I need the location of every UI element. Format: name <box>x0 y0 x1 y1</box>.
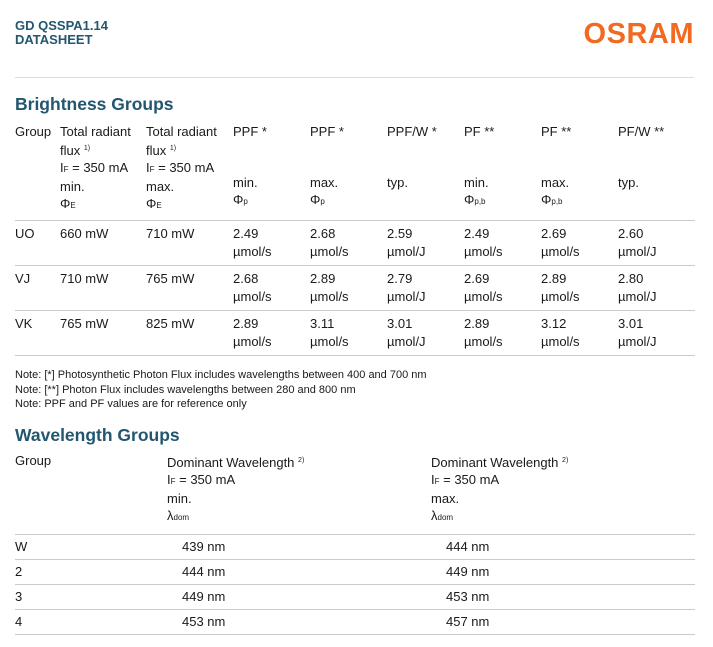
col-header-flux-max: Total radiant flux $^{1)}$ IF = 350 mA max. ΦE <box>146 124 217 211</box>
header-divider <box>15 77 694 78</box>
ppf-max-cell: 3.11 µmol/s <box>310 316 349 349</box>
ppf-min-cell: 2.68 µmol/s <box>233 271 272 304</box>
col-header-pf-max: PF ** max. Φp,b <box>541 124 572 207</box>
pf-max-cell: 2.69 µmol/s <box>541 226 580 259</box>
brightness-row-vk <box>15 311 695 356</box>
group-cell: VK <box>15 316 33 331</box>
col-header-pf-min: PF ** min. Φp,b <box>464 124 495 207</box>
wavelength-min-cell: 449 nm <box>182 589 226 604</box>
note-ppf: Note: [*] Photosynthetic Photon Flux includes wavelengths between 400 and 700 nm <box>15 369 427 381</box>
ppfw-cell: 2.79 µmol/J <box>387 271 426 304</box>
pf-min-cell: 2.69 µmol/s <box>464 271 503 304</box>
wavelength-max-cell: 449 nm <box>446 564 490 579</box>
wavelength-row-3 <box>15 585 695 610</box>
ppf-max-cell: 2.89 µmol/s <box>310 271 349 304</box>
flux-min-cell: 765 mW <box>60 316 109 331</box>
col-header-group: Group <box>15 124 52 139</box>
osram-logo: OSRAM <box>583 18 694 50</box>
document-type: DATASHEET <box>15 32 93 47</box>
notes-block <box>15 368 427 412</box>
group-cell: 4 <box>15 614 23 629</box>
wavelength-groups-title: Wavelength Groups <box>15 425 180 445</box>
wavelength-row-w <box>15 535 695 560</box>
ppf-min-cell: 2.89 µmol/s <box>233 316 272 349</box>
brightness-row-uo <box>15 221 695 266</box>
col-header-wavelength-max: Dominant Wavelength $^{2)}$ IF = 350 mA max. λdom <box>431 455 569 523</box>
group-cell: 3 <box>15 589 23 604</box>
col-header-pfw: PF/W ** typ. <box>618 124 665 190</box>
pf-min-cell: 2.49 µmol/s <box>464 226 503 259</box>
note-reference: Note: PPF and PF values are for reference only <box>15 398 247 410</box>
pf-min-cell: 2.89 µmol/s <box>464 316 503 349</box>
wavelength-max-cell: 453 nm <box>446 589 490 604</box>
brightness-header-row <box>15 121 695 221</box>
brightness-table <box>15 121 695 356</box>
wavelength-max-cell: 457 nm <box>446 614 490 629</box>
pf-max-cell: 2.89 µmol/s <box>541 271 580 304</box>
group-cell: VJ <box>15 271 31 286</box>
col-header-flux-min: Total radiant flux $^{1)}$ IF = 350 mA min. ΦE <box>60 124 131 211</box>
pfw-cell: 2.80 µmol/J <box>618 271 657 304</box>
note-pf: Note: [**] Photon Flux includes wavelengths between 280 and 800 nm <box>15 383 356 396</box>
product-name: GD QSSPA1.14 <box>15 18 108 33</box>
ppfw-cell: 3.01 µmol/J <box>387 316 426 349</box>
flux-min-cell: 660 mW <box>60 226 109 241</box>
wavelength-max-cell: 444 nm <box>446 539 490 554</box>
document-header <box>15 19 108 47</box>
pfw-cell: 2.60 µmol/J <box>618 226 657 259</box>
flux-max-cell: 825 mW <box>146 316 195 331</box>
col-header-wavelength-min: Dominant Wavelength $^{2)}$ IF = 350 mA min. λdom <box>167 455 305 523</box>
col-header-ppfw: PPF/W * typ. <box>387 124 437 190</box>
brightness-groups-title: Brightness Groups <box>15 94 174 114</box>
wavelength-table <box>15 452 695 635</box>
col-header-ppf-max: PPF * max. Φp <box>310 124 344 207</box>
wavelength-min-cell: 439 nm <box>182 539 226 554</box>
ppf-max-cell: 2.68 µmol/s <box>310 226 349 259</box>
wavelength-min-cell: 453 nm <box>182 614 226 629</box>
flux-max-cell: 765 mW <box>146 271 195 286</box>
flux-max-cell: 710 mW <box>146 226 195 241</box>
brightness-row-vj <box>15 266 695 311</box>
wavelength-header-row <box>15 452 695 535</box>
wavelength-row-2 <box>15 560 695 585</box>
group-cell: W <box>15 539 28 554</box>
pf-max-cell: 3.12 µmol/s <box>541 316 580 349</box>
col-header-ppf-min: PPF * min. Φp <box>233 124 267 207</box>
group-cell: 2 <box>15 564 23 579</box>
ppf-min-cell: 2.49 µmol/s <box>233 226 272 259</box>
ppfw-cell: 2.59 µmol/J <box>387 226 426 259</box>
col-header-group: Group <box>15 453 52 468</box>
wavelength-min-cell: 444 nm <box>182 564 226 579</box>
pfw-cell: 3.01 µmol/J <box>618 316 657 349</box>
wavelength-row-4 <box>15 610 695 635</box>
group-cell: UO <box>15 226 35 241</box>
flux-min-cell: 710 mW <box>60 271 109 286</box>
